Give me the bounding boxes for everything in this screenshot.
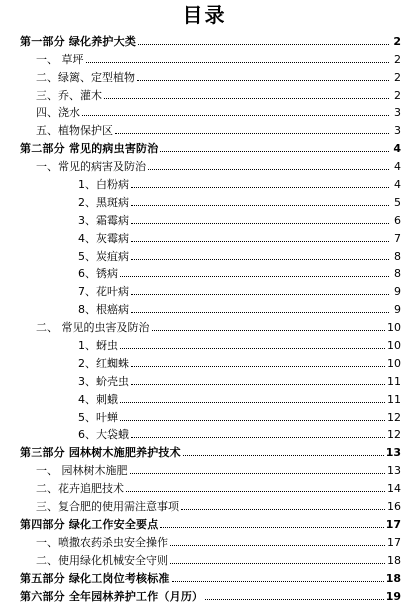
toc-section-entry[interactable]	[20, 66, 401, 84]
toc-section-entry[interactable]	[20, 459, 401, 477]
dot-leader	[170, 563, 385, 564]
toc-page-number: 13	[387, 464, 401, 478]
dot-leader	[86, 62, 390, 63]
toc-section-entry[interactable]	[20, 102, 401, 120]
toc-entry-label: 第四部分 绿化工作安全要点	[20, 517, 159, 531]
toc-entry-label: 第五部分 绿化工岗位考核标准	[20, 571, 170, 585]
dot-leader	[131, 384, 385, 385]
toc-page-number: 19	[385, 589, 401, 603]
toc-section-entry[interactable]	[20, 549, 401, 567]
toc-entry-label: 一、 草坪	[36, 52, 84, 66]
toc-part-entry[interactable]	[20, 567, 401, 585]
toc-section-entry[interactable]	[20, 531, 401, 549]
toc-entry-label: 3、蚧壳虫	[78, 374, 129, 388]
toc-section-entry[interactable]	[20, 119, 401, 137]
toc-subsection-entry[interactable]	[20, 263, 401, 281]
toc-page-number: 11	[387, 374, 401, 388]
toc-section-entry[interactable]	[20, 84, 401, 102]
dot-leader	[181, 509, 385, 510]
toc-part-entry[interactable]	[20, 30, 401, 48]
toc-entry-label: 第一部分 绿化养护大类	[20, 34, 137, 48]
toc-subsection-entry[interactable]	[20, 173, 401, 191]
toc-entry-label: 5、炭疽病	[78, 249, 129, 263]
toc-entry-label: 6、大袋蛾	[78, 428, 129, 442]
toc-page-number: 17	[387, 535, 401, 549]
toc-page-number: 14	[387, 482, 401, 496]
dot-leader	[160, 527, 383, 528]
toc-entry-label: 3、霜霉病	[78, 213, 129, 227]
toc-subsection-entry[interactable]	[20, 406, 401, 424]
page-title: 目录	[182, 3, 227, 27]
toc-page-number: 3	[394, 124, 401, 138]
toc-entry-label: 6、锈病	[78, 267, 118, 281]
toc-entry-label: 2、黑斑病	[78, 195, 129, 209]
dot-leader	[120, 420, 385, 421]
toc-page-number: 3	[394, 106, 401, 120]
toc-part-entry[interactable]	[20, 513, 401, 531]
toc-page-number: 7	[394, 231, 401, 245]
toc-subsection-entry[interactable]	[20, 191, 401, 209]
toc-entry-label: 第二部分 常见的病虫害防治	[20, 142, 159, 156]
toc-part-entry[interactable]	[20, 137, 401, 155]
toc-section-entry[interactable]	[20, 316, 401, 334]
dot-leader	[137, 80, 389, 81]
toc-entry-label: 第六部分 全年园林养护工作（月历）	[20, 589, 204, 603]
toc-page-number: 5	[394, 195, 401, 209]
toc-entry-label: 1、白粉病	[78, 178, 129, 192]
toc-page-number: 4	[394, 160, 401, 174]
dot-leader	[160, 151, 389, 152]
dot-leader	[131, 241, 389, 242]
toc-page-number: 2	[393, 34, 401, 48]
toc-page-number: 18	[387, 553, 401, 567]
dot-leader	[131, 366, 385, 367]
toc-page-number: 17	[385, 517, 401, 531]
dot-leader	[131, 294, 389, 295]
toc-page-number: 10	[387, 356, 401, 370]
dot-leader	[115, 133, 389, 134]
toc-entry-label: 二、花卉追肥技术	[36, 482, 124, 496]
toc-entry-label: 二、 常见的虫害及防治	[36, 321, 150, 335]
dot-leader	[104, 98, 389, 99]
toc-page-number: 9	[394, 303, 401, 317]
dot-leader	[131, 312, 389, 313]
toc-entry-label: 1、蚜虫	[78, 339, 118, 353]
toc-part-entry[interactable]	[20, 441, 401, 459]
toc-entry-label: 4、刺蛾	[78, 392, 118, 406]
dot-leader	[130, 473, 386, 474]
dot-leader	[172, 581, 384, 582]
dot-leader	[152, 330, 386, 331]
toc-page-number: 18	[385, 571, 401, 585]
dot-leader	[131, 187, 389, 188]
toc-page-number: 12	[387, 410, 401, 424]
dot-leader	[131, 223, 389, 224]
toc-page-number: 2	[394, 70, 401, 84]
toc-page-number: 11	[387, 392, 401, 406]
table-of-contents	[0, 30, 409, 603]
toc-entry-label: 一、常见的病害及防治	[36, 160, 146, 174]
toc-section-entry[interactable]	[20, 495, 401, 513]
toc-entry-label: 三、乔、灌木	[36, 88, 102, 102]
dot-leader	[131, 205, 389, 206]
toc-page-number: 9	[394, 285, 401, 299]
toc-subsection-entry[interactable]	[20, 370, 401, 388]
toc-subsection-entry[interactable]	[20, 280, 401, 298]
toc-section-entry[interactable]	[20, 155, 401, 173]
toc-entry-label: 8、根癌病	[78, 303, 129, 317]
dot-leader	[183, 455, 384, 456]
toc-entry-label: 5、叶蝉	[78, 410, 118, 424]
toc-subsection-entry[interactable]	[20, 298, 401, 316]
dot-leader	[138, 44, 389, 45]
dot-leader	[120, 348, 385, 349]
dot-leader	[131, 437, 385, 438]
toc-section-entry[interactable]	[20, 48, 401, 66]
toc-page-number: 10	[387, 339, 401, 353]
toc-entry-label: 五、植物保护区	[36, 124, 113, 138]
toc-entry-label: 第三部分 园林树木施肥养护技术	[20, 446, 181, 460]
toc-entry-label: 一、喷撒农药杀虫安全操作	[36, 535, 168, 549]
toc-part-entry[interactable]	[20, 585, 401, 603]
toc-page-number: 13	[385, 446, 401, 460]
toc-page-number: 4	[394, 178, 401, 192]
toc-subsection-entry[interactable]	[20, 388, 401, 406]
toc-entry-label: 三、复合肥的使用需注意事项	[36, 500, 179, 514]
dot-leader	[82, 115, 389, 116]
toc-entry-label: 2、红蜘蛛	[78, 356, 129, 370]
toc-page-number: 8	[394, 267, 401, 281]
toc-page-number: 12	[387, 428, 401, 442]
toc-entry-label: 二、使用绿化机械安全守则	[36, 553, 168, 567]
toc-page-number: 4	[393, 142, 401, 156]
toc-entry-label: 4、灰霉病	[78, 231, 129, 245]
toc-subsection-entry[interactable]	[20, 227, 401, 245]
toc-entry-label: 四、浇水	[36, 106, 80, 120]
toc-section-entry[interactable]	[20, 477, 401, 495]
toc-page-number: 2	[394, 88, 401, 102]
toc-page-number: 2	[394, 52, 401, 66]
toc-entry-label: 7、花叶病	[78, 285, 129, 299]
dot-leader	[126, 491, 385, 492]
dot-leader	[120, 402, 385, 403]
toc-subsection-entry[interactable]	[20, 334, 401, 352]
toc-page-number: 8	[394, 249, 401, 263]
toc-entry-label: 二、绿篱、定型植物	[36, 70, 135, 84]
toc-subsection-entry[interactable]	[20, 424, 401, 442]
toc-page-number: 16	[387, 500, 401, 514]
dot-leader	[205, 599, 383, 600]
toc-page-number: 6	[394, 213, 401, 227]
toc-subsection-entry[interactable]	[20, 352, 401, 370]
toc-entry-label: 一、 园林树木施肥	[36, 464, 128, 478]
toc-subsection-entry[interactable]	[20, 209, 401, 227]
dot-leader	[120, 276, 389, 277]
toc-page-number: 10	[387, 321, 401, 335]
dot-leader	[170, 545, 385, 546]
dot-leader	[131, 259, 389, 260]
toc-subsection-entry[interactable]	[20, 245, 401, 263]
dot-leader	[148, 169, 389, 170]
